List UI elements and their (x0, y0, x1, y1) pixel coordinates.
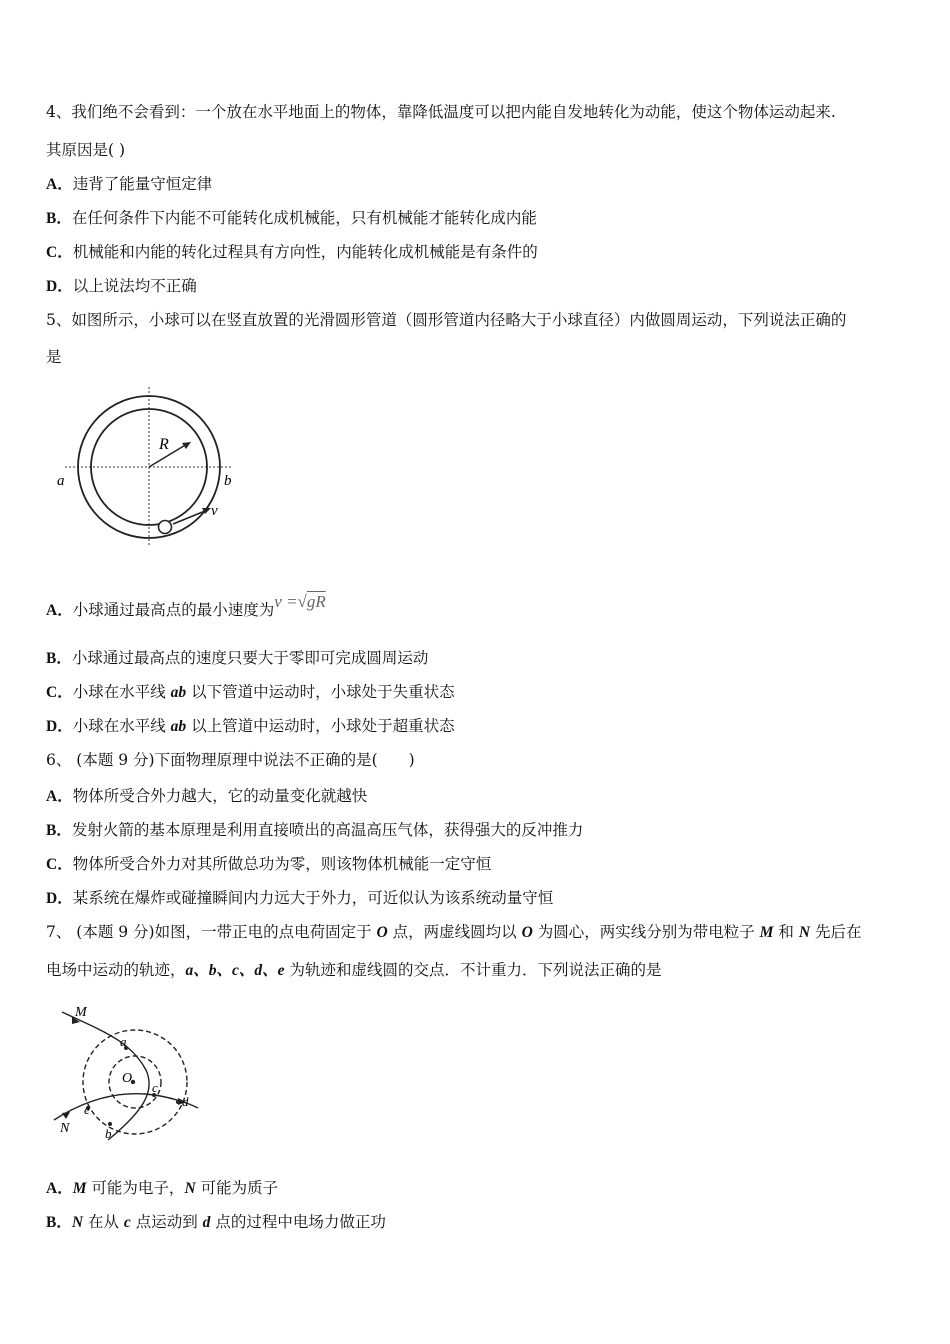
q5-circular-tube-figure (55, 385, 245, 550)
option-label: C． (46, 684, 73, 701)
q6-stem: 6、 (本题 9 分)下面物理原理中说法不正确的是( ) (46, 751, 415, 769)
q6-option-b (46, 820, 583, 841)
stem-text: 7、 (本题 9 分)如图，一带正电的点电荷固定于 (46, 923, 377, 941)
variable-ab: ab (170, 684, 187, 701)
variable-ab: ab (170, 718, 187, 735)
q6-option-a (46, 786, 367, 807)
q5-stem-line1: 5、如图所示，小球可以在竖直放置的光滑圆形管道（圆形管道内径略大于小球直径）内做圆周运动，下列说法正确的 (46, 311, 847, 329)
formula-lhs: v = (274, 592, 298, 611)
label-R: R (159, 436, 169, 453)
stem-text: 先后在 (810, 923, 862, 941)
q4-stem-line1: 4、我们绝不会看到：一个放在水平地面上的物体，靠降低温度可以把内能自发地转化为动能，使这个物体运动起来. (46, 103, 836, 121)
label-c: c (152, 1080, 158, 1095)
option-text: 以上管道中运动时，小球处于超重状态 (186, 717, 455, 735)
arrow-N (62, 1112, 70, 1119)
option-text: 小球通过最高点的最小速度为 (72, 601, 275, 619)
option-text: 机械能和内能的转化过程具有方向性，内能转化成机械能是有条件的 (72, 243, 538, 261)
option-text: 以下管道中运动时，小球处于失重状态 (186, 683, 455, 701)
q5-option-a (46, 592, 326, 621)
variable-M: M (759, 924, 774, 941)
trajectory-M (62, 1012, 149, 1140)
option-label: A． (46, 176, 73, 193)
stem-text: 为轨迹和虚线圆的交点．不计重力．下列说法正确的是 (284, 961, 662, 979)
variable-O: O (376, 924, 388, 941)
variable-c: c (123, 1214, 131, 1231)
q7-stem-line2 (46, 960, 661, 981)
option-label: D． (46, 890, 73, 907)
label-a: a (57, 473, 65, 489)
option-text: 发射火箭的基本原理是利用直接喷出的高温高压气体，获得强大的反冲推力 (71, 821, 584, 839)
point-d (176, 1100, 180, 1104)
q5-option-d (46, 716, 455, 737)
label-O: O (122, 1071, 133, 1086)
option-label: B． (46, 650, 72, 667)
option-text: 可能为电子， (86, 1179, 185, 1197)
q4-option-c (46, 242, 538, 263)
variable-N: N (184, 1180, 196, 1197)
option-text: 某系统在爆炸或碰撞瞬间内力远大于外力，可近似认为该系统动量守恒 (72, 889, 554, 907)
option-label: C． (46, 244, 73, 261)
option-text: 在从 (83, 1213, 124, 1231)
min-speed-formula: v =√gR (274, 592, 326, 611)
variable-M: M (72, 1180, 87, 1197)
q6-option-d (46, 888, 553, 909)
option-text: 小球在水平线 (72, 717, 171, 735)
stem-text: 和 (773, 923, 799, 941)
label-v: v (211, 503, 218, 519)
label-N: N (60, 1121, 70, 1136)
q4-option-d (46, 276, 197, 297)
stem-text: 为圆心，两实线分别为带电粒子 (532, 923, 760, 941)
q7-stem-line1 (46, 922, 861, 943)
variable-O: O (521, 924, 533, 941)
option-text: 小球在水平线 (72, 683, 171, 701)
option-text: 点的过程中电场力做正功 (210, 1213, 386, 1231)
label-b: b (105, 1126, 112, 1141)
q4-stem-line2: 其原因是( ) (46, 141, 126, 159)
option-label: D． (46, 278, 73, 295)
label-a: a (120, 1034, 127, 1049)
option-text: 小球通过最高点的速度只要大于零即可完成圆周运动 (71, 649, 429, 667)
ball (159, 521, 172, 534)
label-d: d (182, 1094, 189, 1109)
q7-option-b (46, 1212, 386, 1233)
option-text: 物体所受合外力越大，它的动量变化就越快 (72, 787, 368, 805)
option-label: A． (46, 788, 73, 805)
variables-abcde: a、b、c、d、e (185, 962, 285, 979)
option-text: 物体所受合外力对其所做总功为零，则该物体机械能一定守恒 (72, 855, 492, 873)
q6-option-c (46, 854, 491, 875)
q4-option-a (46, 174, 212, 195)
option-label: C． (46, 856, 73, 873)
option-label: A． (46, 602, 73, 619)
option-text: 点运动到 (130, 1213, 203, 1231)
q7-option-a (46, 1178, 278, 1199)
q5-option-b (46, 648, 428, 669)
label-e: e (84, 1102, 90, 1117)
q5-option-c (46, 682, 455, 703)
stem-text: 电场中运动的轨迹， (46, 961, 186, 979)
variable-N: N (71, 1214, 84, 1231)
label-b: b (224, 473, 232, 489)
option-text: 以上说法均不正确 (72, 277, 197, 295)
option-text: 违背了能量守恒定律 (72, 175, 213, 193)
label-M: M (75, 1005, 87, 1020)
stem-text: 点，两虚线圆均以 (387, 923, 522, 941)
option-text: 在任何条件下内能不可能转化成机械能，只有机械能才能转化成内能 (71, 209, 537, 227)
option-label: A． (46, 1180, 73, 1197)
option-label: D． (46, 718, 73, 735)
q5-stem-line2: 是 (46, 348, 62, 366)
formula-radicand: gR (306, 592, 326, 611)
variable-N: N (798, 924, 811, 941)
variable-d: d (202, 1214, 211, 1231)
q4-option-b (46, 208, 537, 229)
option-label: B． (46, 822, 72, 839)
option-label: B． (46, 210, 72, 227)
option-label: B． (46, 1214, 72, 1231)
q7-trajectory-figure (50, 1000, 210, 1145)
option-text: 可能为质子 (195, 1179, 279, 1197)
